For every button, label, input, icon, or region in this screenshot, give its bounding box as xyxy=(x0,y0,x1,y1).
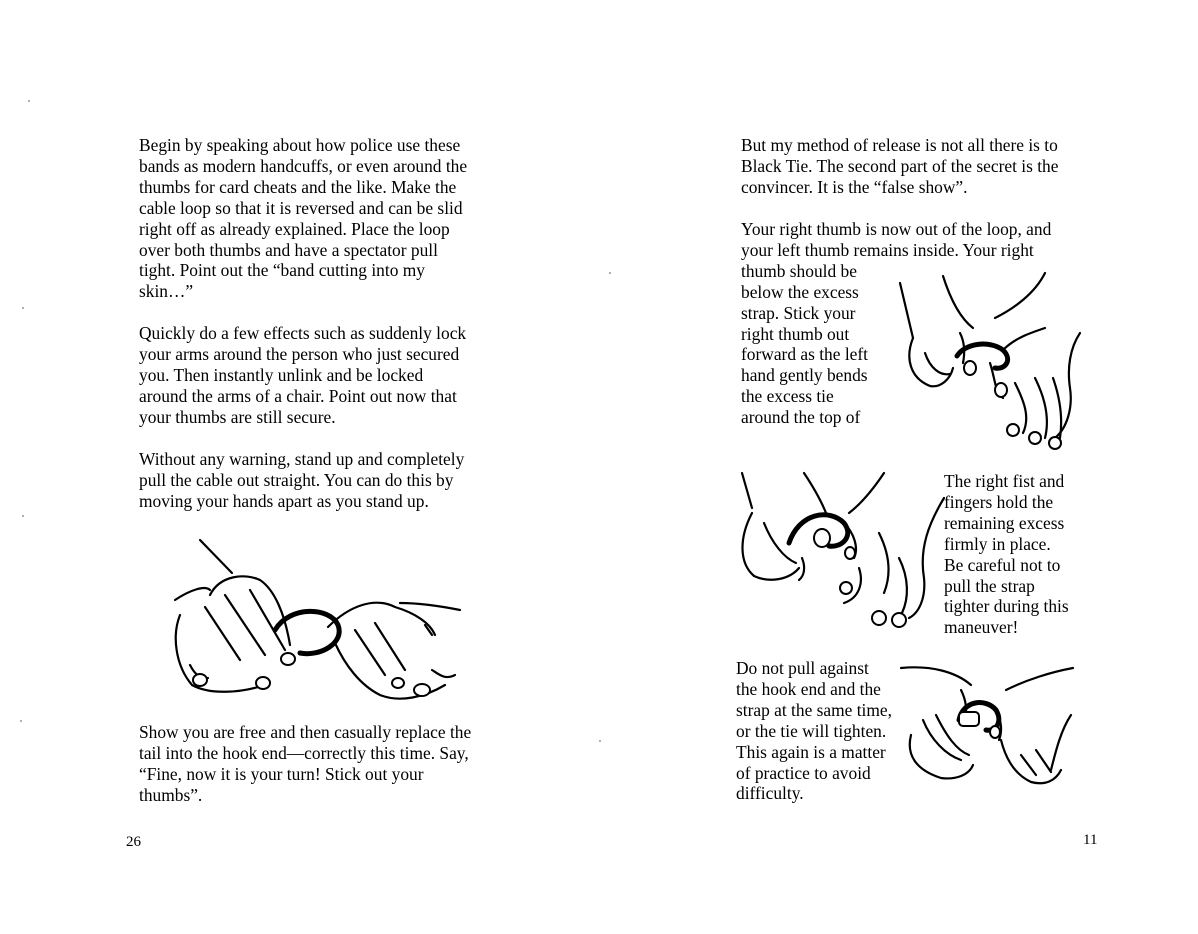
text-line: forward as the left xyxy=(741,344,868,365)
scan-speck xyxy=(609,272,611,274)
text-line: below the excess xyxy=(741,281,859,302)
text-line: cable loop so that it is reversed and can be slid xyxy=(139,197,463,218)
text-line: pull the cable out straight. You can do this by xyxy=(139,469,454,490)
text-line: The right fist and xyxy=(944,471,1065,491)
text-line: Be careful not to xyxy=(944,554,1061,575)
text-line: or the tie will tighten. xyxy=(736,720,887,741)
text-line: strap. Stick your xyxy=(741,302,856,323)
text-line: around the arms of a chair. Point out now that xyxy=(139,385,457,406)
text-line: right off as already explained. Place the loop xyxy=(139,218,450,239)
text-line: Without any warning, stand up and completely xyxy=(139,449,465,469)
scan-speck xyxy=(22,307,24,309)
text-line: Begin by speaking about how police use these xyxy=(139,135,461,155)
scan-speck xyxy=(22,515,24,517)
hands-strap-illustration xyxy=(170,535,470,705)
text-line: convincer. It is the “false show”. xyxy=(741,176,968,197)
left-paragraph-4 xyxy=(139,722,471,806)
fist-holding-excess-illustration xyxy=(734,468,949,633)
right-paragraph-1 xyxy=(741,135,1058,198)
text-line: you. Then instantly unlink and be locked xyxy=(139,364,424,385)
text-line: difficulty. xyxy=(736,783,804,804)
text-line: Quickly do a few effects such as suddenly lock xyxy=(139,323,467,343)
text-line: “Fine, now it is your turn! Stick out your xyxy=(139,763,424,784)
text-line: Do not pull against xyxy=(736,658,869,678)
text-line: hand gently bends xyxy=(741,365,868,386)
text-line: bands as modern handcuffs, or even around the xyxy=(139,155,468,176)
text-line: Your right thumb is now out of the loop, and xyxy=(741,219,1052,239)
text-line: of practice to avoid xyxy=(736,762,871,783)
right-paragraph-4 xyxy=(736,658,892,804)
text-line: Show you are free and then casually replace the xyxy=(139,722,472,742)
text-line: your thumbs are still secure. xyxy=(139,406,336,427)
right-page xyxy=(599,0,1198,934)
text-line: the excess tie xyxy=(741,386,834,407)
text-line: your left thumb remains inside. Your right xyxy=(741,239,1034,260)
text-line: right thumb out xyxy=(741,323,850,344)
text-line: pull the strap xyxy=(944,575,1035,596)
text-line: over both thumbs and have a spectator pull xyxy=(139,239,438,260)
text-line: tight. Point out the “band cutting into my xyxy=(139,260,425,281)
text-line: the hook end and the xyxy=(736,678,881,699)
text-line: firmly in place. xyxy=(944,533,1051,554)
text-line: Black Tie. The second part of the secret is the xyxy=(741,155,1059,176)
text-line: tighter during this xyxy=(944,596,1069,617)
text-line: your arms around the person who just secured xyxy=(139,343,460,364)
left-paragraph-1 xyxy=(139,135,467,302)
text-line: maneuver! xyxy=(944,617,1019,638)
text-line: This again is a matter xyxy=(736,741,886,762)
text-line: thumbs”. xyxy=(139,784,203,805)
scan-speck xyxy=(20,720,22,722)
thumb-below-strap-illustration xyxy=(895,268,1085,453)
text-line: around the top of xyxy=(741,407,861,428)
scan-speck xyxy=(599,740,601,742)
text-line: tail into the hook end—correctly this time. Say, xyxy=(139,742,469,763)
text-line: remaining excess xyxy=(944,512,1065,533)
page-number: 26 xyxy=(126,834,141,850)
text-line: strap at the same time, xyxy=(736,699,892,720)
text-line: moving your hands apart as you stand up. xyxy=(139,490,429,511)
text-line: fingers hold the xyxy=(944,491,1054,512)
right-paragraph-3 xyxy=(944,471,1069,638)
left-paragraph-3 xyxy=(139,449,464,512)
scan-speck xyxy=(28,100,30,102)
text-line: But my method of release is not all there is to xyxy=(741,135,1058,155)
text-line: thumb should be xyxy=(741,260,857,281)
page-number: 11 xyxy=(1083,832,1098,848)
hook-end-strap-illustration xyxy=(901,660,1081,795)
text-line: skin…” xyxy=(139,281,194,302)
text-line: thumbs for card cheats and the like. Make the xyxy=(139,176,457,197)
left-paragraph-2 xyxy=(139,323,466,428)
